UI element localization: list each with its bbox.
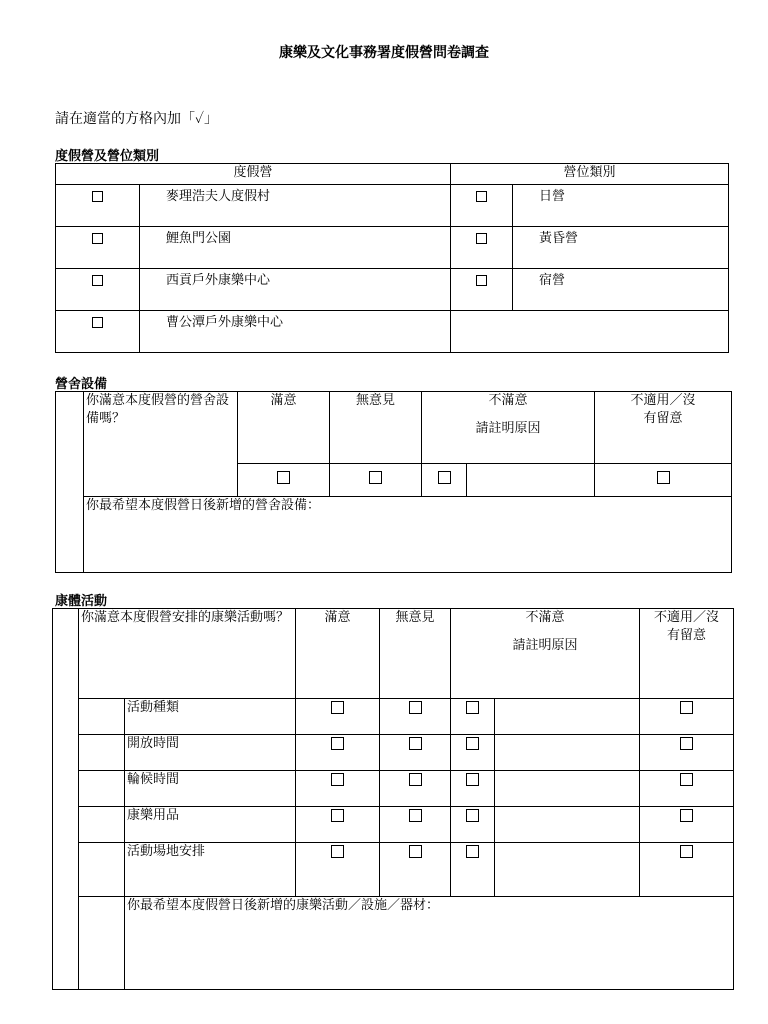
no-opinion-checkbox[interactable]: [369, 471, 382, 484]
section-heading-camps: 度假營及營位類別: [55, 149, 160, 164]
satisfied-checkbox[interactable]: [331, 701, 344, 714]
dissatisfied-checkbox[interactable]: [466, 773, 479, 786]
reason-note: 請註明原因: [475, 421, 541, 436]
activity-item: 康樂用品: [125, 807, 296, 843]
activities-question: 你滿意本度假營安排的康樂活動嗎？: [79, 609, 296, 699]
opt-dissatisfied: 不滿意 請註明原因: [422, 392, 595, 464]
na-checkbox[interactable]: [657, 471, 670, 484]
section-heading-activities: 康體活動: [55, 594, 108, 609]
opt-satisfied: 滿意: [238, 392, 330, 464]
activities-wish[interactable]: 你最希望本度假營日後新增的康樂活動／設施／器材：: [125, 897, 734, 990]
activity-item: 輪候時間: [125, 771, 296, 807]
satisfied-checkbox[interactable]: [277, 471, 290, 484]
opt-no-opinion: 無意見: [330, 392, 422, 464]
opt-satisfied: 滿意: [296, 609, 380, 699]
type-checkbox[interactable]: [476, 275, 487, 286]
camp-checkbox[interactable]: [92, 233, 103, 244]
reason-field[interactable]: [495, 771, 640, 807]
no-opinion-checkbox[interactable]: [409, 773, 422, 786]
col-header-type: 營位類別: [451, 164, 729, 185]
opt-no-opinion: 無意見: [380, 609, 451, 699]
activity-item: 活動種類: [125, 699, 296, 735]
opt-na: 不適用／沒有留意: [640, 609, 734, 699]
reason-field[interactable]: [495, 699, 640, 735]
satisfied-checkbox[interactable]: [331, 737, 344, 750]
satisfied-checkbox[interactable]: [331, 809, 344, 822]
section-heading-facilities: 營舍設備: [55, 377, 108, 392]
instruction-text: 請在適當的方格內加「✓」: [55, 111, 219, 127]
dissatisfied-checkbox[interactable]: [466, 809, 479, 822]
page-title: 康樂及文化事務署度假營問卷調查: [279, 45, 489, 61]
dissatisfied-checkbox[interactable]: [466, 701, 479, 714]
camp-checkbox[interactable]: [92, 191, 103, 202]
na-checkbox[interactable]: [680, 809, 693, 822]
dissatisfied-checkbox[interactable]: [466, 845, 479, 858]
facilities-table: [55, 391, 732, 573]
type-checkbox[interactable]: [476, 233, 487, 244]
activity-item: 開放時間: [125, 735, 296, 771]
camp-checkbox[interactable]: [92, 275, 103, 286]
reason-field[interactable]: [495, 843, 640, 897]
na-checkbox[interactable]: [680, 737, 693, 750]
reason-field[interactable]: [495, 735, 640, 771]
opt-na: 不適用／沒有留意: [595, 392, 732, 464]
opt-dissatisfied: 不滿意 請註明原因: [451, 609, 640, 699]
facilities-wish[interactable]: 你最希望本度假營日後新增的營舍設備：: [84, 497, 732, 573]
type-name: 日營: [513, 185, 729, 227]
camp-table: [55, 163, 729, 353]
type-checkbox[interactable]: [476, 191, 487, 202]
reason-field[interactable]: [467, 464, 595, 497]
type-name: 宿營: [513, 269, 729, 311]
no-opinion-checkbox[interactable]: [409, 809, 422, 822]
camp-name: 西貢戶外康樂中心: [140, 269, 451, 311]
camp-checkbox[interactable]: [92, 317, 103, 328]
camp-name: 曹公潭戶外康樂中心: [140, 311, 451, 353]
camp-name: 鯉魚門公園: [140, 227, 451, 269]
dissatisfied-checkbox[interactable]: [466, 737, 479, 750]
reason-field[interactable]: [495, 807, 640, 843]
na-checkbox[interactable]: [680, 845, 693, 858]
satisfied-checkbox[interactable]: [331, 845, 344, 858]
camp-name: 麥理浩夫人度假村: [140, 185, 451, 227]
type-name: 黃昏營: [513, 227, 729, 269]
activity-item: 活動場地安排: [125, 843, 296, 897]
col-header-camp: 度假營: [56, 164, 451, 185]
facilities-question: 你滿意本度假營的營舍設備嗎？: [84, 392, 238, 497]
no-opinion-checkbox[interactable]: [409, 845, 422, 858]
na-checkbox[interactable]: [680, 773, 693, 786]
reason-note: 請註明原因: [512, 638, 578, 653]
satisfied-checkbox[interactable]: [331, 773, 344, 786]
no-opinion-checkbox[interactable]: [409, 737, 422, 750]
activities-table: [52, 608, 734, 990]
no-opinion-checkbox[interactable]: [409, 701, 422, 714]
na-checkbox[interactable]: [680, 701, 693, 714]
dissatisfied-checkbox[interactable]: [438, 471, 451, 484]
